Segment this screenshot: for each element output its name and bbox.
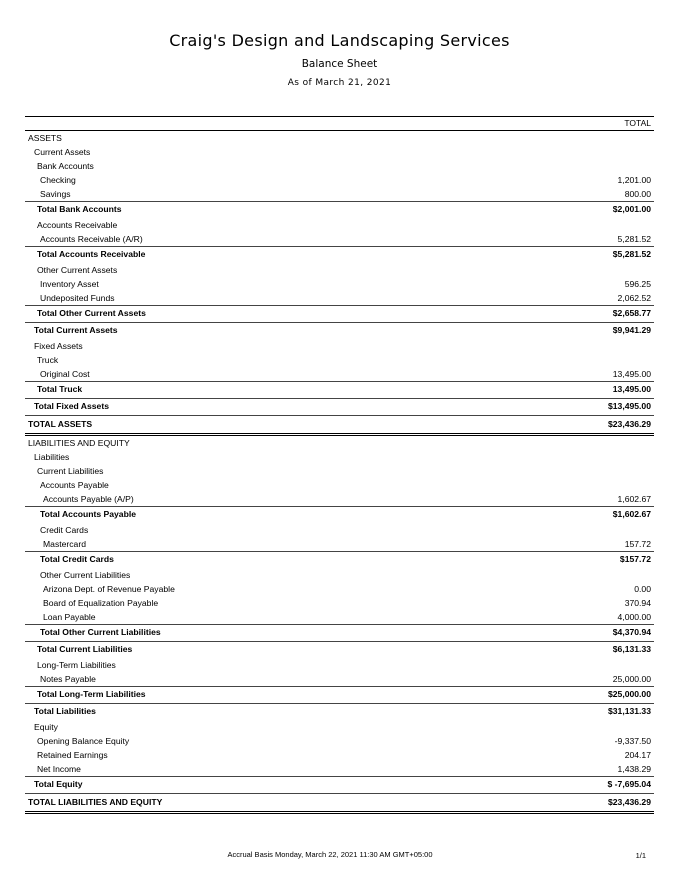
account-row: [25, 367, 654, 381]
row-label: Liabilities: [34, 452, 70, 462]
row-label: Total Truck: [37, 384, 83, 394]
row-label: Loan Payable: [43, 612, 96, 622]
row-label: Total Other Current Assets: [37, 308, 146, 318]
row-label: Total Accounts Payable: [40, 509, 136, 519]
total-row: [25, 686, 654, 703]
row-amount: $ -7,695.04: [607, 779, 651, 789]
row-label: Accounts Payable: [40, 480, 109, 490]
row-amount: 370.94: [624, 598, 651, 608]
account-row: [25, 734, 654, 748]
row-label: Long-Term Liabilities: [37, 660, 116, 670]
report-date: As of March 21, 2021: [287, 78, 392, 88]
balance-sheet-table: [25, 116, 654, 814]
row-amount: $2,001.00: [612, 204, 651, 214]
row-amount: 204.17: [624, 750, 651, 760]
row-amount: 4,000.00: [617, 612, 651, 622]
row-label: Bank Accounts: [37, 161, 94, 171]
row-label: Truck: [37, 355, 59, 365]
row-label: Mastercard: [43, 539, 86, 549]
section-row: [25, 720, 654, 734]
company-name: Craig's Design and Landscaping Services: [169, 31, 510, 50]
section-row: [25, 339, 654, 353]
row-label: Current Assets: [34, 147, 91, 157]
total-row: [25, 381, 654, 398]
row-label: Arizona Dept. of Revenue Payable: [43, 584, 175, 594]
section-row: [25, 436, 654, 450]
row-amount: 13,495.00: [612, 369, 651, 379]
row-label: Inventory Asset: [40, 279, 99, 289]
row-label: Board of Equalization Payable: [43, 598, 159, 608]
account-row: [25, 291, 654, 305]
row-label: Retained Earnings: [37, 750, 108, 760]
row-amount: $1,602.67: [612, 509, 651, 519]
row-amount: $2,658.77: [612, 308, 651, 318]
total-row: [25, 415, 654, 436]
column-header: [25, 117, 654, 131]
row-amount: $4,370.94: [612, 627, 651, 637]
row-label: Undeposited Funds: [40, 293, 115, 303]
total-row: [25, 776, 654, 793]
row-label: Accounts Payable (A/P): [43, 494, 134, 504]
account-row: [25, 173, 654, 187]
row-label: Accounts Receivable: [37, 220, 118, 230]
row-amount: 800.00: [624, 189, 651, 199]
row-label: Checking: [40, 175, 76, 185]
row-label: LIABILITIES AND EQUITY: [28, 438, 130, 448]
row-label: Total Credit Cards: [40, 554, 114, 564]
total-row: [25, 703, 654, 720]
account-row: [25, 582, 654, 596]
row-amount: 596.25: [624, 279, 651, 289]
row-amount: 25,000.00: [612, 674, 651, 684]
report-footer: Accrual Basis Monday, March 22, 2021 11:30 AM GMT+05:00: [227, 850, 433, 859]
row-label: TOTAL ASSETS: [28, 419, 93, 429]
section-row: [25, 218, 654, 232]
total-row: [25, 793, 654, 814]
row-label: Notes Payable: [40, 674, 96, 684]
row-label: Total Other Current Liabilities: [40, 627, 161, 637]
section-row: [25, 464, 654, 478]
account-row: [25, 672, 654, 686]
total-row: [25, 551, 654, 568]
account-row: [25, 596, 654, 610]
column-label-total: TOTAL: [624, 118, 651, 128]
row-amount: $25,000.00: [607, 689, 651, 699]
total-row: [25, 624, 654, 641]
row-label: Accounts Receivable (A/R): [40, 234, 143, 244]
row-amount: 157.72: [624, 539, 651, 549]
section-row: [25, 353, 654, 367]
row-amount: $31,131.33: [607, 706, 651, 716]
account-row: [25, 232, 654, 246]
row-label: Credit Cards: [40, 525, 89, 535]
total-row: [25, 201, 654, 218]
section-row: [25, 523, 654, 537]
section-row: [25, 131, 654, 145]
row-label: Other Current Assets: [37, 265, 118, 275]
row-amount: $23,436.29: [607, 419, 651, 429]
page-number: 1/1: [635, 851, 646, 860]
row-amount: 5,281.52: [617, 234, 651, 244]
section-row: [25, 145, 654, 159]
row-amount: 2,062.52: [617, 293, 651, 303]
row-amount: 13,495.00: [612, 384, 651, 394]
row-amount: 0.00: [634, 584, 651, 594]
account-row: [25, 537, 654, 551]
row-amount: $9,941.29: [612, 325, 651, 335]
account-row: [25, 187, 654, 201]
total-row: [25, 305, 654, 322]
section-row: [25, 568, 654, 582]
total-row: [25, 246, 654, 263]
row-label: Total Fixed Assets: [34, 401, 109, 411]
account-row: [25, 492, 654, 506]
row-label: Equity: [34, 722, 58, 732]
row-label: Savings: [40, 189, 71, 199]
account-row: [25, 762, 654, 776]
row-label: Total Bank Accounts: [37, 204, 122, 214]
row-amount: $157.72: [619, 554, 651, 564]
row-amount: $13,495.00: [607, 401, 651, 411]
row-label: Opening Balance Equity: [37, 736, 130, 746]
total-row: [25, 641, 654, 658]
row-amount: 1,201.00: [617, 175, 651, 185]
total-row: [25, 322, 654, 339]
row-label: Total Accounts Receivable: [37, 249, 146, 259]
row-amount: $5,281.52: [612, 249, 651, 259]
section-row: [25, 263, 654, 277]
row-label: Fixed Assets: [34, 341, 83, 351]
account-row: [25, 277, 654, 291]
row-amount: 1,602.67: [617, 494, 651, 504]
row-amount: 1,438.29: [617, 764, 651, 774]
row-label: TOTAL LIABILITIES AND EQUITY: [28, 797, 163, 807]
total-row: [25, 506, 654, 523]
row-amount: $6,131.33: [612, 644, 651, 654]
report-rows: [25, 131, 654, 814]
row-amount: $23,436.29: [607, 797, 651, 807]
row-label: Original Cost: [40, 369, 90, 379]
row-label: Total Equity: [34, 779, 83, 789]
section-row: [25, 478, 654, 492]
row-amount: -9,337.50: [614, 736, 651, 746]
report-title: Balance Sheet: [301, 58, 378, 70]
row-label: Current Liabilities: [37, 466, 104, 476]
section-row: [25, 159, 654, 173]
section-row: [25, 450, 654, 464]
account-row: [25, 748, 654, 762]
row-label: ASSETS: [28, 133, 62, 143]
row-label: Total Liabilities: [34, 706, 96, 716]
row-label: Total Long-Term Liabilities: [37, 689, 146, 699]
row-label: Total Current Liabilities: [37, 644, 133, 654]
row-label: Other Current Liabilities: [40, 570, 131, 580]
total-row: [25, 398, 654, 415]
section-row: [25, 658, 654, 672]
row-label: Total Current Assets: [34, 325, 118, 335]
row-label: Net Income: [37, 764, 81, 774]
account-row: [25, 610, 654, 624]
